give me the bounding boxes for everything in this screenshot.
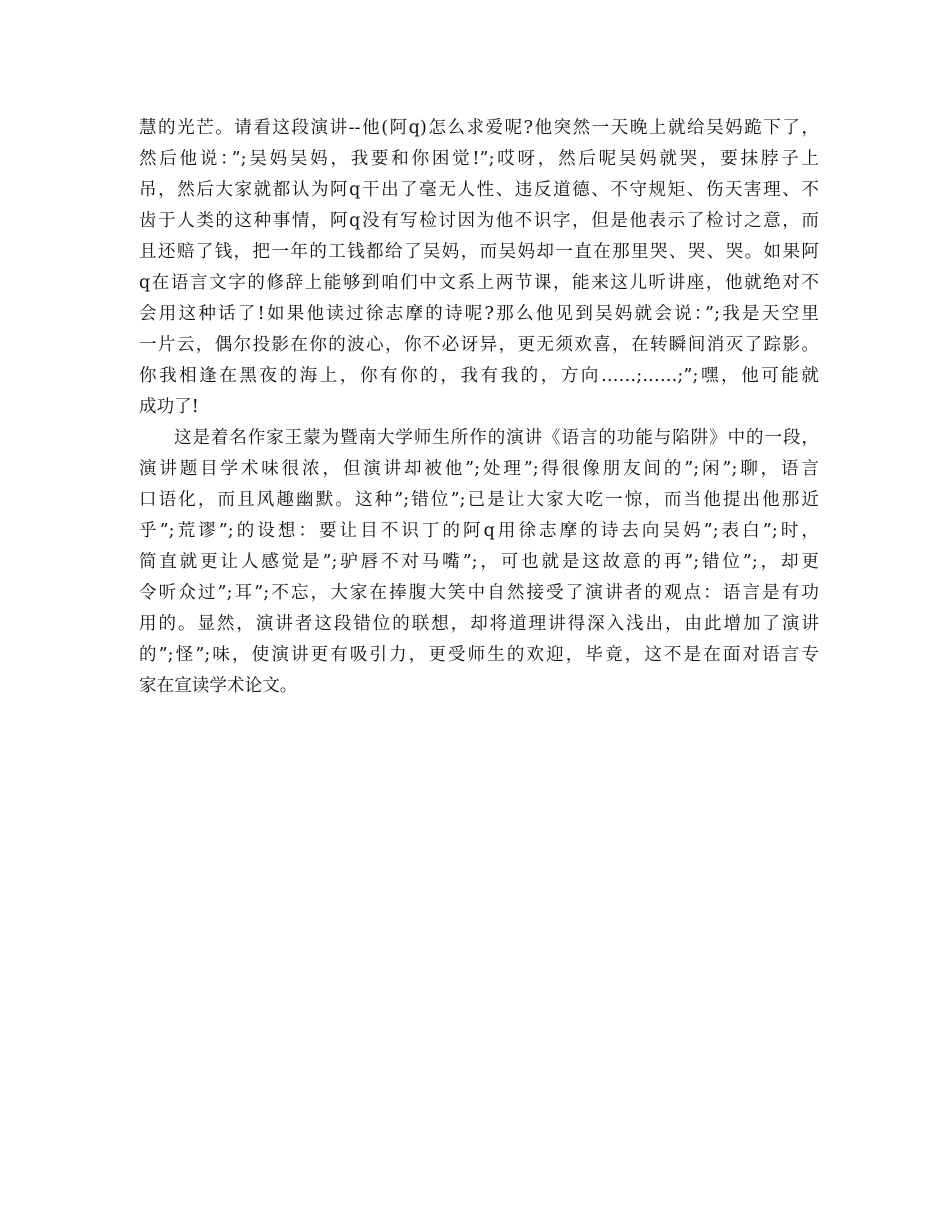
paragraph-1 [139,113,819,423]
document-body [139,113,819,702]
text-line: 会用这种话了!如果他读过徐志摩的诗呢?那么他见到吴妈就会说：”;我是天空里 [139,304,819,324]
text-line: 齿于人类的这种事情，阿q没有写检讨因为他不识字，但是他表示了检讨之意，而 [139,211,819,231]
text-line: 成功了! [139,397,199,417]
text-line: 的”;怪”;味，使演讲更有吸引力，更受师生的欢迎，毕竟，这不是在面对语言专 [139,645,819,665]
text-line: q在语言文字的修辞上能够到咱们中文系上两节课，能来这儿听讲座，他就绝对不 [139,273,819,293]
text-line: 且还赔了钱，把一年的工钱都给了吴妈，而吴妈却一直在那里哭、哭、哭。如果阿 [139,242,819,262]
text-line: 一片云，偶尔投影在你的波心，你不必讶异，更无须欢喜，在转瞬间消灭了踪影。 [139,335,819,355]
text-line: 乎”;荒谬”;的设想：要让目不识丁的阿q用徐志摩的诗去向吴妈”;表白”;时， [139,521,819,541]
paragraph-2 [139,423,819,702]
text-line: 吊，然后大家就都认为阿q干出了毫无人性、违反道德、不守规矩、伤天害理、不 [139,180,819,200]
text-line: 演讲题目学术味很浓，但演讲却被他”;处理”;得很像朋友间的”;闲”;聊，语言 [139,459,819,479]
text-line: 简直就更让人感觉是”;驴唇不对马嘴”;，可也就是这故意的再”;错位”;，却更 [139,552,819,572]
text-line: 家在宣读学术论文。 [139,676,298,696]
text-line: 你我相逢在黑夜的海上，你有你的，我有我的，方向……;……;”;嘿，他可能就 [139,366,819,386]
text-line: 这是着名作家王蒙为暨南大学师生所作的演讲《语言的功能与陷阱》中的一段， [174,428,819,448]
text-line: 慧的光芒。请看这段演讲--他(阿q)怎么求爱呢?他突然一天晚上就给吴妈跪下了， [139,118,819,138]
text-line: 口语化，而且风趣幽默。这种”;错位”;已是让大家大吃一惊，而当他提出他那近 [139,490,819,510]
text-line: 令听众过”;耳”;不忘，大家在捧腹大笑中自然接受了演讲者的观点：语言是有功 [139,583,819,603]
text-line: 然后他说：”;吴妈吴妈，我要和你困觉!”;哎呀，然后呢吴妈就哭，要抹脖子上 [139,149,819,169]
text-line: 用的。显然，演讲者这段错位的联想，却将道理讲得深入浅出，由此增加了演讲 [139,614,819,634]
